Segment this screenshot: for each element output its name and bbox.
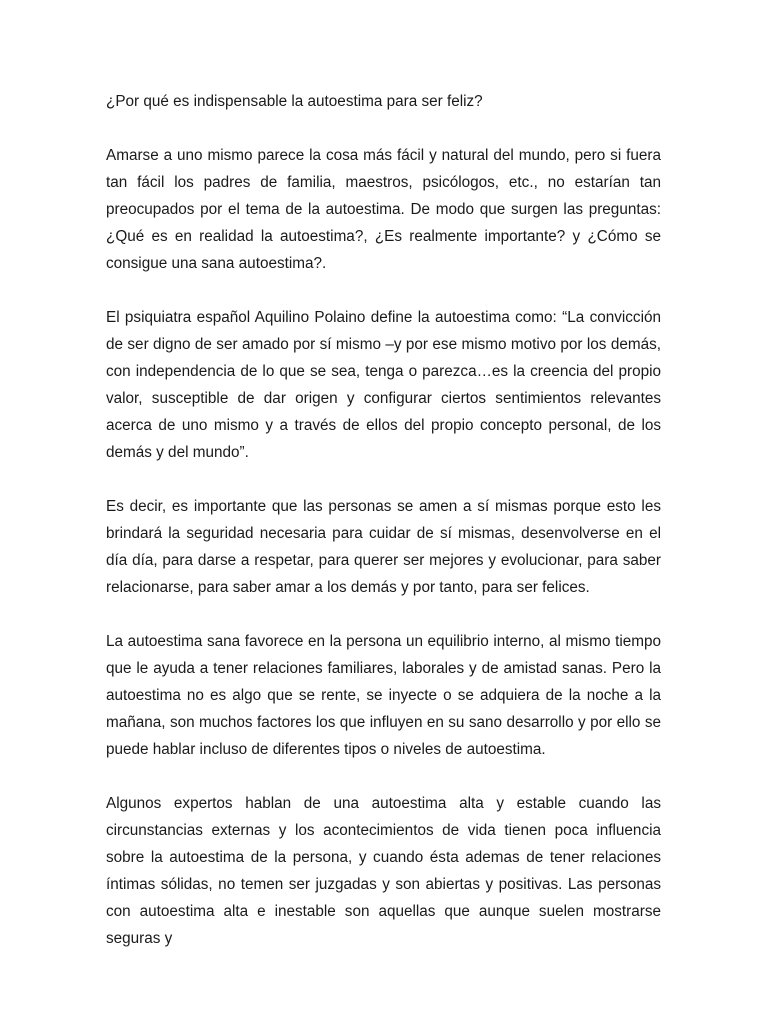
paragraph-2: El psiquiatra español Aquilino Polaino define la autoestima como: “La convicción de ser digno de ser amado por sí mismo –y por ese mismo motivo por los demás, con independencia de lo que se sea, tenga o parezca…es la creencia del propio valor, susceptible de dar origen y configurar ciertos sentimientos relevantes acerca de uno mismo y a través de ellos del propio concepto personal, de los demás y del mundo”.	[106, 309, 661, 461]
paragraph-3: Es decir, es importante que las personas se amen a sí mismas porque esto les brindará la seguridad necesaria para cuidar de sí mismas, desenvolverse en el día día, para darse a respetar, para querer ser mejores y evolucionar, para saber relacionarse, para saber amar a los demás y por tanto, para ser felices.	[106, 498, 661, 596]
paragraph-1: Amarse a uno mismo parece la cosa más fácil y natural del mundo, pero si fuera tan fácil los padres de familia, maestros, psicólogos, etc., no estarían tan preocupados por el tema de la autoestima. De modo que surgen las preguntas: ¿Qué es en realidad la autoestima?, ¿Es realmente importante? y ¿Cómo se consigue una sana autoestima?.	[106, 147, 661, 272]
paragraph-4: La autoestima sana favorece en la persona un equilibrio interno, al mismo tiempo que le ayuda a tener relaciones familiares, laborales y de amistad sanas. Pero la autoestima no es algo que se rente, se inyecte o se adquiera de la noche a la mañana, son muchos factores los que influyen en su sano desarrollo y por ello se puede hablar incluso de diferentes tipos o niveles de autoestima.	[106, 633, 661, 758]
paragraph-5: Algunos expertos hablan de una autoestima alta y estable cuando las circunstancias externas y los acontecimientos de vida tienen poca influencia sobre la autoestima de la persona, y cuando ésta ademas de tener relaciones íntimas sólidas, no temen ser juzgadas y son abiertas y positivas. Las personas con autoestima alta e inestable son aquellas que aunque suelen mostrarse seguras y	[106, 795, 661, 947]
document-body	[106, 88, 661, 952]
document-title: ¿Por qué es indispensable la autoestima para ser feliz?	[106, 93, 483, 110]
